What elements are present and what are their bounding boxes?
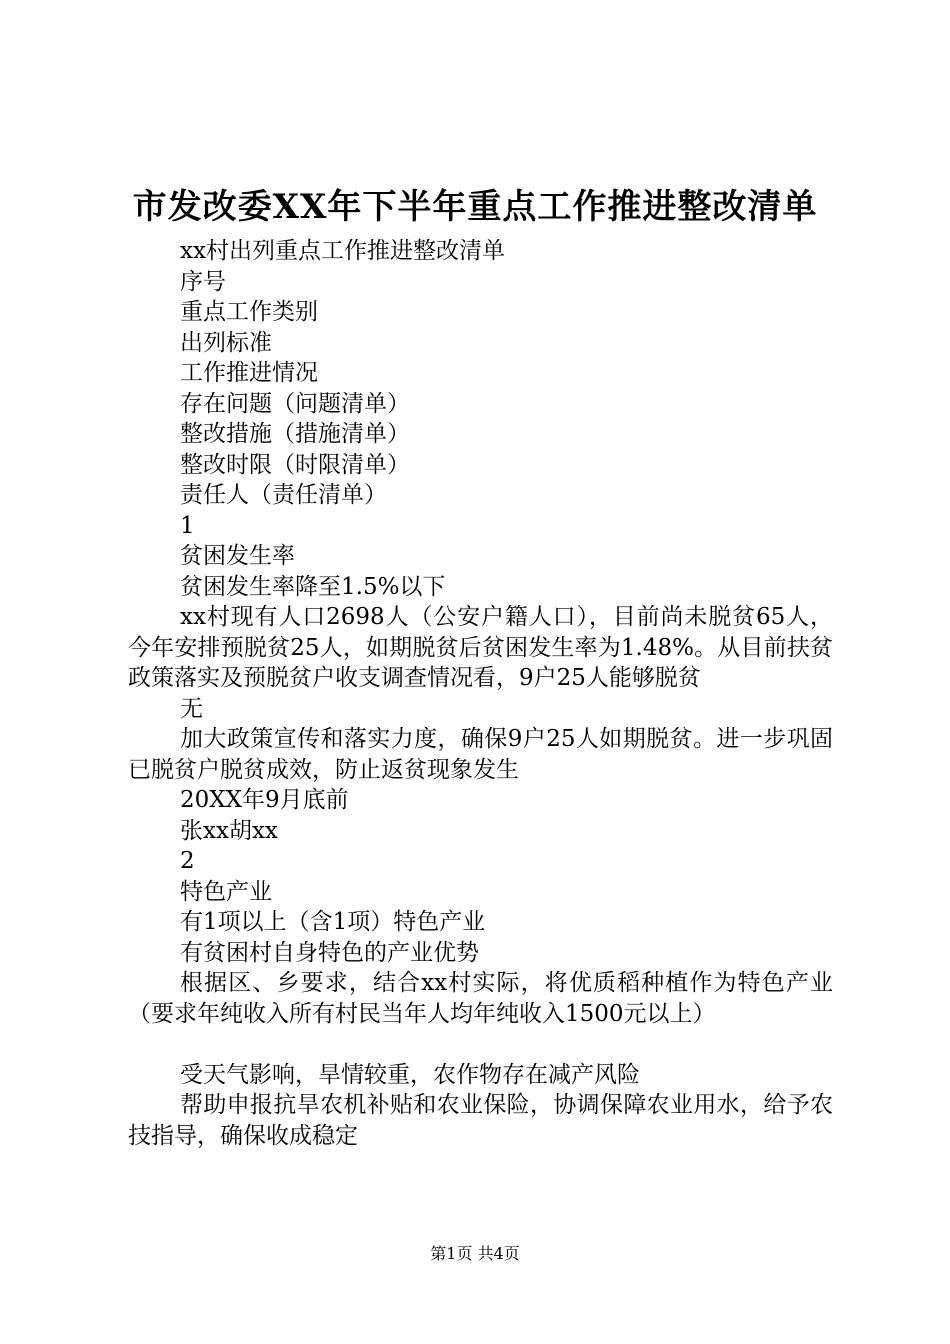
paragraph: 责任人（责任清单） (180, 482, 387, 508)
paragraph: 1 (180, 512, 195, 539)
paragraph: 有贫困村自身特色的产业优势 (180, 939, 479, 966)
paragraph: 2 (180, 848, 195, 874)
paragraph: 有1项以上（含1项）特色产业 (180, 909, 486, 935)
paragraph: 贫困发生率降至1.5%以下 (180, 573, 446, 600)
paragraph: 根据区、乡要求，结合xx村实际，将优质稻种植作为特色产业（要求年纯收入所有村民当年人均年纯收入1500元以上） (128, 970, 833, 1027)
paragraph: 张xx胡xx (180, 817, 278, 844)
paragraph: xx村现有人口2698人（公安户籍人口），目前尚未脱贫65人，今年安排预脱贫25人，如期脱贫后贫困发生率为1.48%。从目前扶贫政策落实及预脱贫户收支调查情况看，9户25人能够脱贫 (128, 604, 833, 691)
paragraph: xx村出列重点工作推进整改清单 (180, 238, 505, 264)
paragraph: 特色产业 (180, 878, 272, 905)
document-body (128, 236, 833, 1151)
paragraph: 帮助申报抗旱农机补贴和农业保险，协调保障农业用水，给予农技指导，确保收成稳定 (128, 1092, 833, 1149)
paragraph: 加大政策宣传和落实力度，确保9户25人如期脱贫。进一步巩固已脱贫户脱贫成效，防止返贫现象发生 (128, 726, 833, 783)
paragraph: 受天气影响，旱情较重，农作物存在减产风险 (180, 1061, 640, 1088)
paragraph: 整改措施（措施清单） (180, 421, 410, 447)
paragraph: 存在问题（问题清单） (180, 390, 410, 417)
paragraph: 重点工作类别 (180, 299, 318, 325)
page-footer: 第1页 共4页 (430, 1244, 520, 1263)
paragraph: 20XX年9月底前 (180, 787, 349, 813)
blank-line (128, 1029, 833, 1060)
paragraph: 序号 (180, 268, 226, 295)
paragraph: 出列标准 (180, 329, 272, 356)
paragraph: 无 (180, 695, 203, 722)
paragraph: 贫困发生率 (180, 543, 295, 569)
document-title: 市发改委XX年下半年重点工作推进整改清单 (132, 187, 818, 227)
paragraph: 整改时限（时限清单） (180, 451, 410, 478)
paragraph: 工作推进情况 (180, 360, 318, 386)
